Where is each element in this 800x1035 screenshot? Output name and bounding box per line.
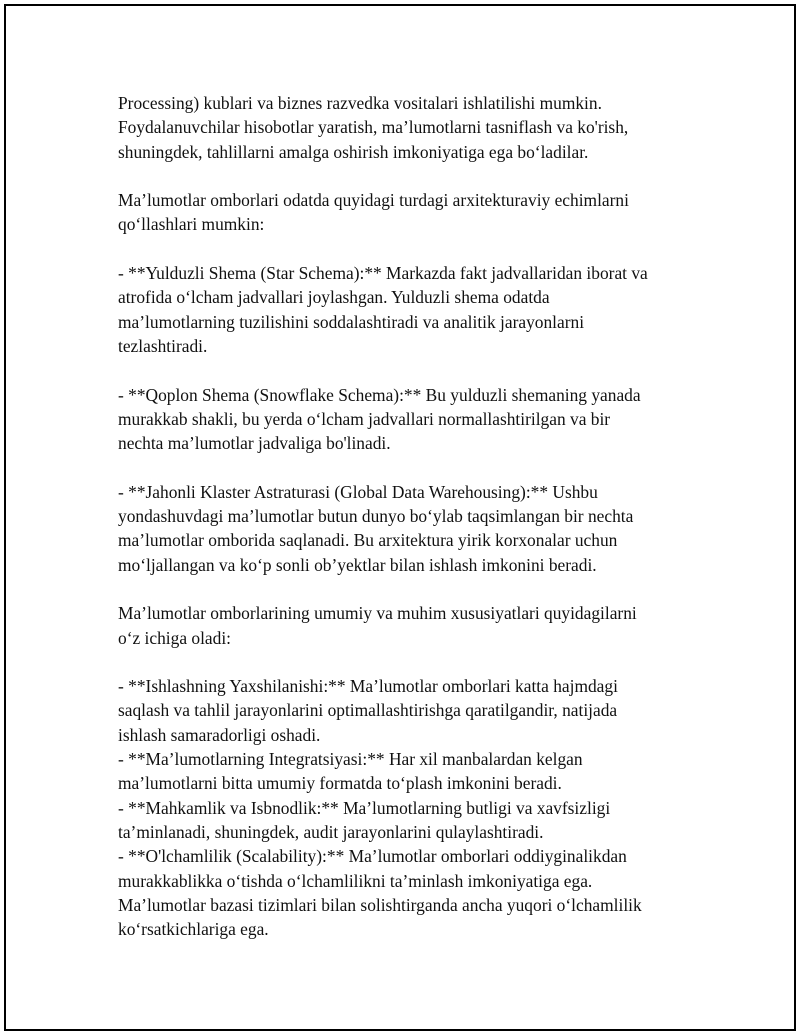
text-line: ko‘rsatkichlariga ega. [118, 919, 269, 940]
list-item-snowflake-schema [118, 383, 698, 456]
text-line: atrofida o‘lcham jadvallari joylashgan. Yulduzli shema odatda [118, 287, 550, 308]
text-line: Foydalanuvchilar hisobotlar yaratish, ma’lumotlarni tasniflash va ko'rish, [118, 117, 629, 138]
text-line: shuningdek, tahlillarni amalga oshirish imkoniyatiga ega bo‘ladilar. [118, 141, 589, 162]
text-line: - **Jahonli Klaster Astraturasi (Global Data Warehousing):** Ushbu [118, 481, 598, 502]
text-line: ma’lumotlar omborida saqlanadi. Bu arxitektura yirik korxonalar uchun [118, 530, 618, 551]
text-line: ma’lumotlarni bitta umumiy formatda to‘plash imkonini beradi. [118, 773, 562, 794]
text-line: mo‘ljallangan va ko‘p sonli ob’yektlar bilan ishlash imkonini beradi. [118, 554, 597, 575]
text-line: qo‘llashlari mumkin: [118, 214, 265, 235]
list-item-global-warehousing [118, 480, 698, 577]
text-line: Ma’lumotlar omborlarining umumiy va muhim xususiyatlari quyidagilarni [118, 603, 637, 624]
text-line: - **Mahkamlik va Isbnodlik:** Ma’lumotlarning butligi va xavfsizligi [118, 797, 611, 818]
text-line: - **Yulduzli Shema (Star Schema):** Markazda fakt jadvallaridan iborat va [118, 263, 648, 284]
text-line: Processing) kublari va biznes razvedka vositalari ishlatilishi mumkin. [118, 93, 602, 113]
text-line: Ma’lumotlar bazasi tizimlari bilan solishtirganda ancha yuqori o‘lchamlilik [118, 894, 642, 915]
text-line: o‘z ichiga oladi: [118, 627, 231, 648]
text-line: ta’minlanadi, shuningdek, audit jarayonlarini qulaylashtiradi. [118, 821, 544, 842]
document-body [118, 91, 698, 941]
text-line: yondashuvdagi ma’lumotlar butun dunyo bo‘ylab taqsimlangan bir nechta [118, 506, 634, 527]
text-line: tezlashtiradi. [118, 335, 208, 356]
paragraph-intro [118, 91, 698, 164]
text-line: - **Ishlashning Yaxshilanishi:** Ma’lumotlar omborlari katta hajmdagi [118, 676, 618, 697]
text-line: murakkab shakli, bu yerda o‘lcham jadvallari normallashtirilgan va bir [118, 408, 611, 429]
text-line: Ma’lumotlar omborlari odatda quyidagi turdagi arxitekturaviy echimlarni [118, 190, 629, 211]
text-line: saqlash va tahlil jarayonlarini optimallashtirishga qaratilgandir, natijada [118, 700, 618, 721]
text-line: nechta ma’lumotlar jadvaliga bo'linadi. [118, 433, 391, 454]
paragraph-features-intro [118, 601, 698, 650]
list-item-star-schema [118, 261, 698, 358]
text-line: ishlash samaradorligi oshadi. [118, 724, 321, 745]
paragraph-architecture-intro [118, 188, 698, 237]
text-line: murakkablikka o‘tishda o‘lchamlilikni ta’minlash imkoniyatiga ega. [118, 870, 593, 891]
text-line: - **Qoplon Shema (Snowflake Schema):** Bu yulduzli shemaning yanada [118, 384, 641, 405]
features-list [118, 674, 698, 941]
text-line: ma’lumotlarning tuzilishini soddalashtiradi va analitik jarayonlarni [118, 311, 585, 332]
text-line: - **O'lchamlilik (Scalability):** Ma’lumotlar omborlari oddiyginalikdan [118, 846, 627, 867]
text-line: - **Ma’lumotlarning Integratsiyasi:** Har xil manbalardan kelgan [118, 749, 583, 770]
